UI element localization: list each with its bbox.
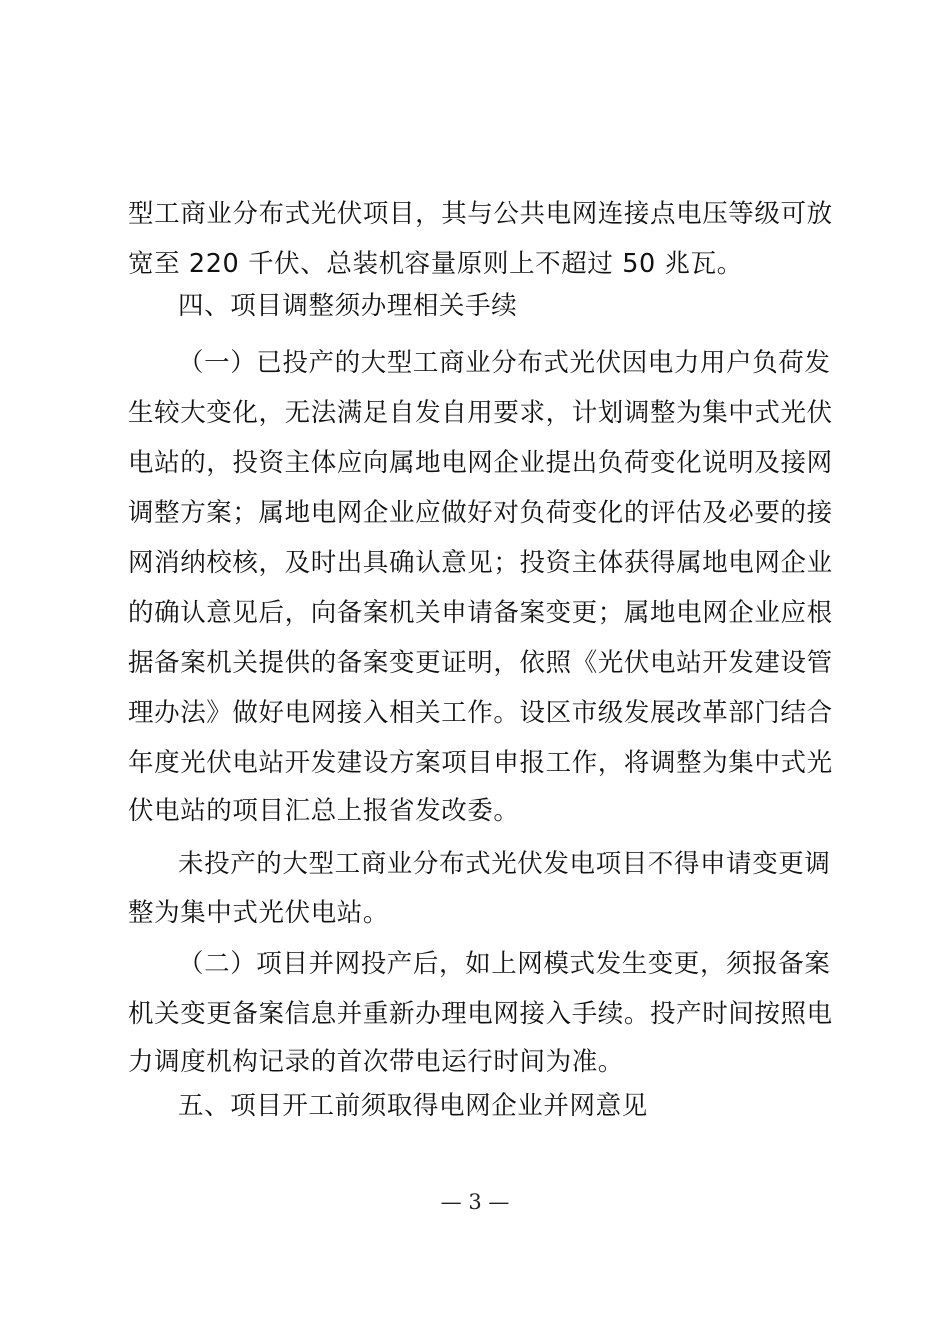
section-heading-4: 四、项目调整须办理相关手续 [178,291,518,321]
section-heading-5: 五、项目开工前须取得电网企业并网意见 [178,1091,648,1121]
text-line-12: 年度光伏电站开发建设方案项目申报工作，将调整为集中式光 [128,748,833,778]
page-number: — 3 — [440,1190,510,1214]
text-line-11: 理办法》做好电网接入相关工作。设区市级发展改革部门结合 [128,698,833,728]
text-line-5: 生较大变化，无法满足自发自用要求，计划调整为集中式光伏 [128,398,833,428]
text-line-10: 据备案机关提供的备案变更证明，依照《光伏电站开发建设管 [128,648,833,678]
text-line-15: 整为集中式光伏电站。 [128,898,390,928]
text-line-6: 电站的，投资主体应向属地电网企业提出负荷变化说明及接网 [128,448,833,478]
text-line-9: 的确认意见后，向备案机关申请备案变更；属地电网企业应根 [128,598,833,628]
text-line-14: 未投产的大型工商业分布式光伏发电项目不得申请变更调 [178,849,831,879]
text-line-2: 宽至 220 千伏、总装机容量原则上不超过 50 兆瓦。 [128,249,743,279]
text-line-13: 伏电站的项目汇总上报省发改委。 [128,796,520,826]
text-line-4: （一）已投产的大型工商业分布式光伏因电力用户负荷发 [178,348,831,378]
text-line-1: 型工商业分布式光伏项目，其与公共电网连接点电压等级可放 [128,199,833,229]
text-line-8: 网消纳校核，及时出具确认意见；投资主体获得属地电网企业 [128,548,833,578]
text-line-17: 机关变更备案信息并重新办理电网接入手续。投产时间按照电 [128,999,833,1029]
text-line-7: 调整方案；属地电网企业应做好对负荷变化的评估及必要的接 [128,498,833,528]
text-line-16: （二）项目并网投产后，如上网模式发生变更，须报备案 [178,949,831,979]
text-line-18: 力调度机构记录的首次带电运行时间为准。 [128,1047,624,1077]
